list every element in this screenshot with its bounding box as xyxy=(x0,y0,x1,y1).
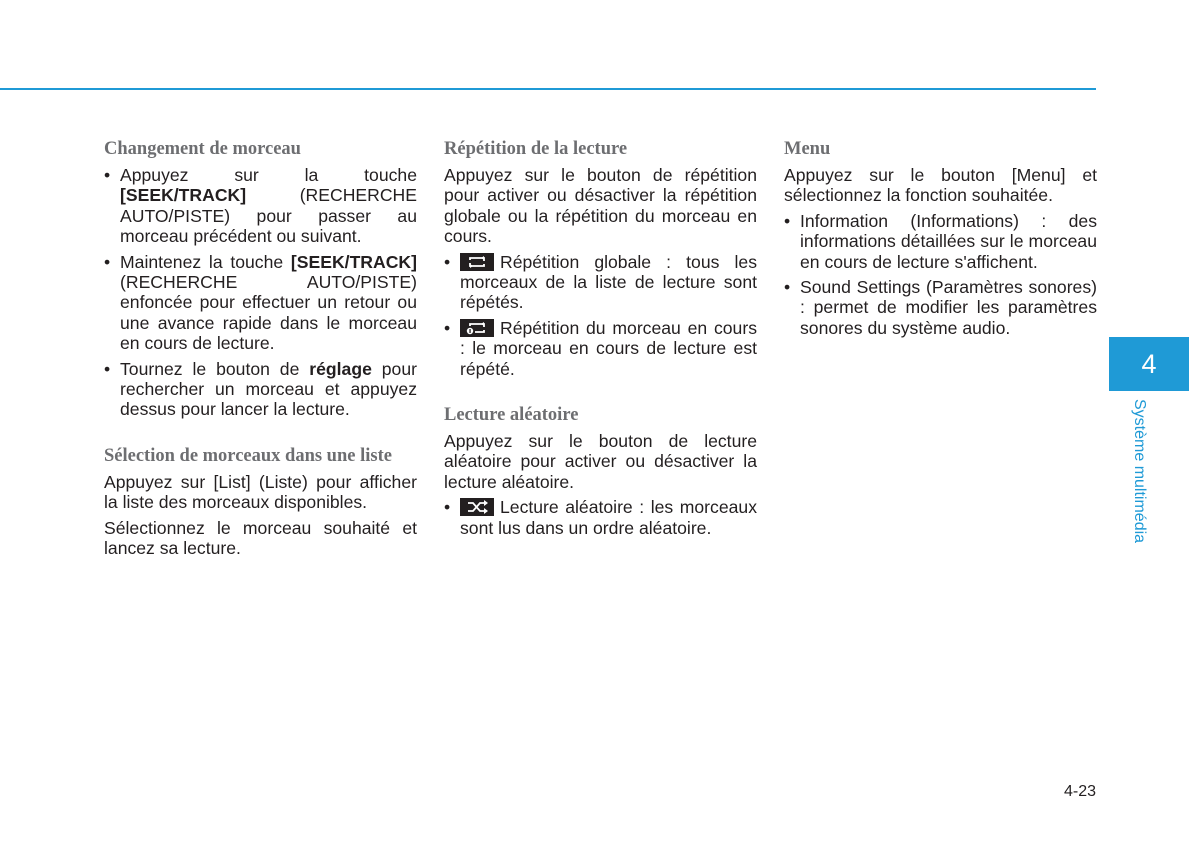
column-1 xyxy=(104,139,417,564)
paragraph: Appuyez sur [List] (Liste) pour afficher la liste des morceaux disponibles. xyxy=(104,471,417,513)
heading-repetition: Répétition de la lecture xyxy=(444,139,628,159)
repeat-all-icon xyxy=(460,253,494,271)
list-item: • Information (Informations) : des informations détaillées sur le morceau en cours de lecture s'affichent. xyxy=(784,211,1097,272)
list-item: • Maintenez la touche [SEEK/TRACK] (RECHERCHE AUTO/PISTE) enfoncée pour effectuer un retour ou une avance rapide dans le morceau en cours de lecture. xyxy=(104,252,417,354)
paragraph: Sélectionnez le morceau souhaité et lancez sa lecture. xyxy=(104,517,417,559)
page-number: 4-23 xyxy=(1063,783,1096,800)
heading-changement-de-morceau: Changement de morceau xyxy=(104,139,301,159)
heading-menu: Menu xyxy=(784,139,831,159)
column-3 xyxy=(784,139,1097,343)
repeat-one-icon xyxy=(460,319,494,337)
heading-selection-de-morceaux: Sélection de morceaux dans une liste xyxy=(104,445,392,466)
repeat-list xyxy=(444,252,757,379)
paragraph: Appuyez sur le bouton de lecture aléatoire pour activer ou désactiver la lecture aléatoire. xyxy=(444,431,757,492)
track-change-list xyxy=(104,165,417,420)
list-item: • Répétition du morceau en cours : le morceau en cours de lecture est répété. xyxy=(444,318,757,379)
menu-list xyxy=(784,211,1097,338)
column-2 xyxy=(444,139,757,543)
paragraph: Appuyez sur le bouton [Menu] et sélectionnez la fonction souhaitée. xyxy=(784,165,1097,206)
seek-track-key: [SEEK/TRACK] xyxy=(290,251,417,272)
list-item: • Tournez le bouton de réglage pour rechercher un morceau et appuyez dessus pour lancer la lecture. xyxy=(104,359,417,420)
chapter-title-vertical: Système multimédia xyxy=(1131,399,1148,544)
seek-track-key: [SEEK/TRACK] xyxy=(120,185,247,206)
list-item: • Lecture aléatoire : les morceaux sont lus dans un ordre aléatoire. xyxy=(444,497,757,538)
reglage-knob: réglage xyxy=(309,358,372,379)
shuffle-icon xyxy=(460,498,494,516)
shuffle-list xyxy=(444,497,757,538)
list-item: • Répétition globale : tous les morceaux de la liste de lecture sont répétés. xyxy=(444,252,757,313)
heading-lecture-aleatoire: Lecture aléatoire xyxy=(444,405,579,426)
list-item: • Sound Settings (Paramètres sonores) : permet de modifier les paramètres sonores du système audio. xyxy=(784,277,1097,338)
chapter-tab: 4 xyxy=(1109,337,1189,391)
list-item: • Appuyez sur la touche [SEEK/TRACK] (RECHERCHE AUTO/PISTE) pour passer au morceau précédent ou suivant. xyxy=(104,165,417,247)
paragraph: Appuyez sur le bouton de répétition pour activer ou désactiver la répétition globale ou la répétition du morceau en cours. xyxy=(444,165,757,247)
top-rule xyxy=(0,88,1096,90)
